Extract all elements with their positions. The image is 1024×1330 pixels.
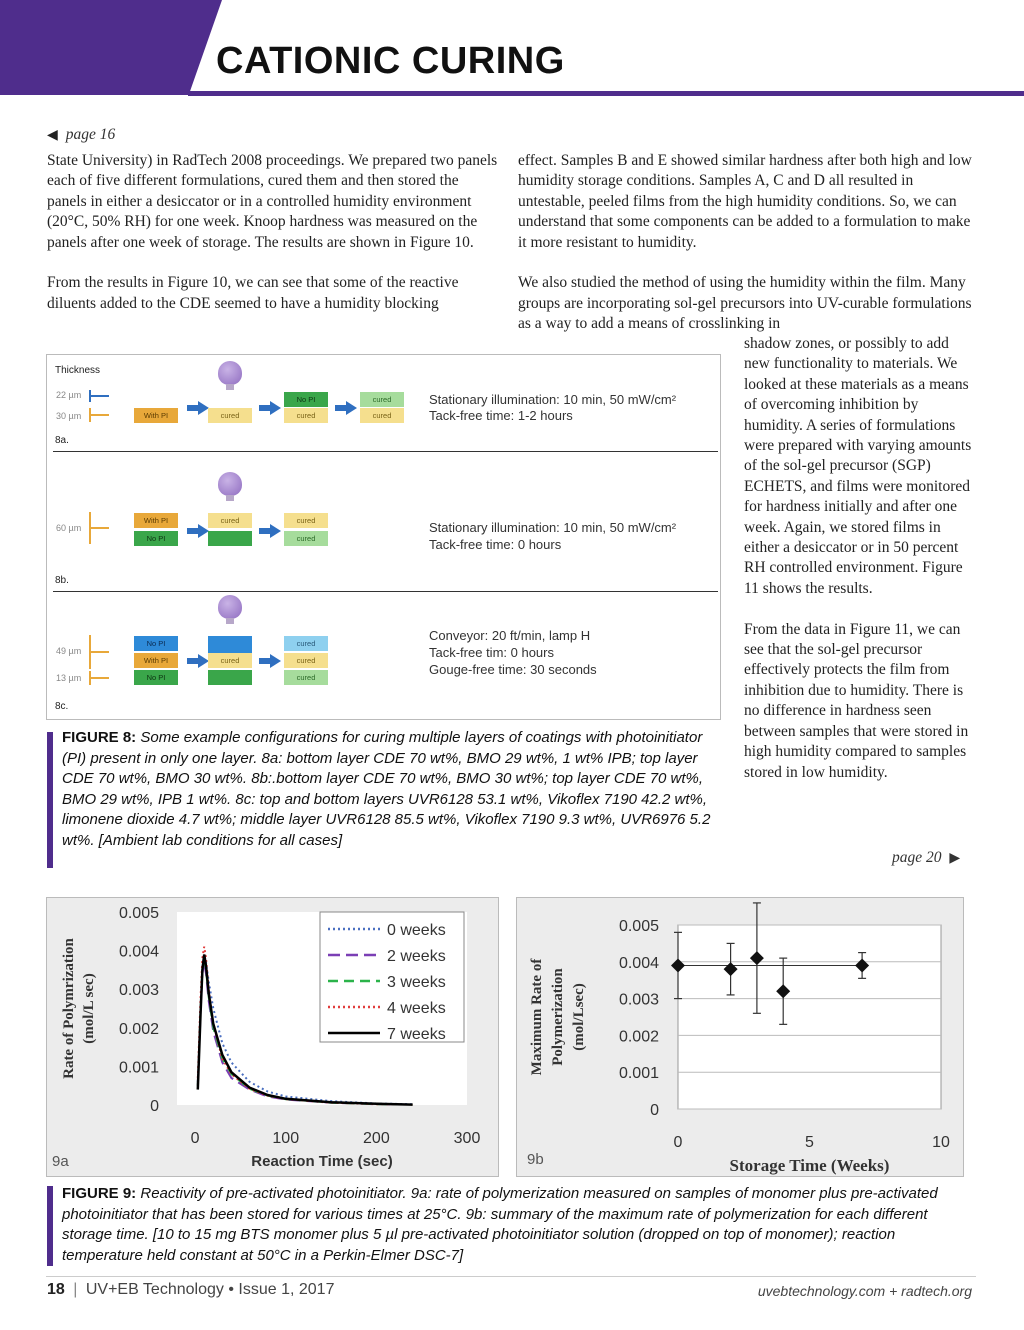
caption-bar [47,732,53,868]
thickness-marker [89,512,109,544]
y-axis-label-line: Polymerization [550,968,566,1066]
chart-9b-svg [517,898,963,1176]
arrow-icon [259,402,281,414]
layer-no-pi: No PI [134,670,178,685]
arrow-icon [187,525,209,537]
right-triangle-icon: ▶ [949,851,961,866]
continued-next[interactable] [892,849,960,867]
x-tick-label: 10 [932,1134,950,1151]
x-axis-label: Reaction Time (sec) [251,1153,393,1170]
caption-text: Some example configurations for curing multiple layers of coatings with photoinitiator (PI) present in only one layer. 8a: bottom layer CDE 70 wt%, BMO 29 wt%, 1 wt% IPB; top layer CDE 70 wt%, BMO 30 wt%. 8b:.bottom layer CDE 70 wt%, BMO 30 wt%; top layer CDE 70 wt%, BMO 29 wt%, IPB 1 wt%. 8c: top and bottom layers UVR6128 53.1 wt%, Vikoflex 7190 42.2 wt%, limonene dioxide 4.7 wt%; middle layer UVR6128 85.5 wt%, Vikoflex 7190 9.3 wt%, UVR6976 5.2 wt%. [Ambient lab conditions for all cases] [62,729,711,849]
body-column-2 [518,151,973,335]
layer-with-pi: With PI [134,653,178,668]
layer-cured: cured [360,408,404,423]
plot-area [678,925,941,1109]
y-tick-label: 0.003 [618,991,659,1009]
layer-with-pi: With PI [134,408,178,423]
layer-cured: cured [284,408,328,423]
arrow-icon [187,402,209,414]
continued-next-label: page 20 [892,849,942,866]
continued-from[interactable] [47,126,115,144]
caption-label: FIGURE 8: [62,729,137,746]
layer-cured: cured [208,408,252,423]
paragraph: From the results in Figure 10, we can see that some of the reactive diluents added to the CDE seemed to have a humidity blocking [47,274,459,312]
left-triangle-icon: ◀ [47,128,58,143]
paragraph: shadow zones, or possibly to add new functionality to materials. We looked at these materials as a means of overcoming inhibition by humidity. A series of formulations were prepared with varying amounts of the sol-gel precursor (SGP) ECHETS, and films were monitored for hardness initially and after one week. Again, we stored films in either a desiccator or in 50 percent RH controlled environment. Figure 11 shows the results. [744,335,972,597]
paragraph: We also studied the method of using the humidity within the film. Many groups are incorporating sol-gel precursors into UV-curable formulations as a way to add a means of crosslinking in [518,274,972,333]
legend-label: 3 weeks [387,974,446,991]
y-tick-label: 0 [150,1098,159,1115]
condition-text: Stationary illumination: 10 min, 50 mW/cm² [429,520,677,535]
y-tick-label: 0.005 [118,905,159,922]
figure-9b-chart [516,897,964,1177]
y-axis-label-line: Rate of Polymrization [61,938,77,1079]
figure-8-caption [62,728,714,851]
uv-lamp-icon [218,595,242,625]
condition-text: Gouge-free time: 30 seconds [429,662,597,677]
continued-from-label: page 16 [65,126,116,143]
legend-label: 2 weeks [387,948,446,965]
figure-9a-chart [46,897,499,1177]
y-tick-label: 0.005 [618,918,659,935]
paragraph: effect. Samples B and E showed similar hardness after both high and low humidity storage conditions. Samples A, C and D all resulted in untestable, peeled films from the high humidity conditions. So, we can understand that some components can be added to a formulation to make it more resistant to humidity. [518,152,972,251]
condition-text: Conveyor: 20 ft/min, lamp H [429,628,591,643]
panel-divider [53,591,718,592]
arrow-icon [187,655,209,667]
thickness-value: 13 µm [56,673,82,683]
thickness-value: 22 µm [56,390,82,400]
panel-label: 8b. [55,575,69,586]
layer-cured: cured [284,531,328,546]
figure-8 [46,354,721,720]
panel-label: 8c. [55,701,69,712]
layer-cured: cured [208,653,252,668]
condition-text: Tack-free tim: 0 hours [429,645,554,660]
y-tick-label: 0.003 [118,982,159,1000]
x-axis-label: Storage Time (Weeks) [729,1156,890,1175]
layer-block [208,670,252,685]
condition-text: Tack-free time: 1-2 hours [429,408,573,423]
layer-cured: cured [284,670,328,685]
layer-no-pi: No PI [284,392,328,407]
caption-bar [47,1186,53,1266]
legend-label: 0 weeks [387,922,446,939]
arrow-icon [335,402,357,414]
y-tick-label: 0.001 [118,1059,159,1077]
thickness-marker [89,635,109,669]
thickness-value: 60 µm [56,523,82,533]
thickness-marker [89,390,109,402]
x-tick-label: 5 [805,1134,814,1151]
publication-name: UV+EB Technology [85,1281,224,1298]
y-tick-label: 0 [650,1102,659,1119]
issue-label: Issue 1, 2017 [238,1281,335,1298]
legend-label: 7 weeks [387,1026,446,1043]
uv-lamp-icon [218,361,242,391]
y-axis-label-line: (mol/Lsec) [571,983,587,1051]
y-axis-label-line: (mol/L sec) [81,973,97,1044]
thickness-marker [89,408,109,422]
layer-no-pi: No PI [134,531,178,546]
header-rule [188,91,1024,96]
x-tick-label: 200 [363,1130,390,1147]
thickness-label: Thickness [55,365,101,376]
header-accent-tab [0,0,222,95]
chart-9a-svg [47,898,498,1176]
page-title: CATIONIC CURING [216,40,565,82]
body-column-2-wrap [744,334,976,783]
footer-rule [46,1276,976,1277]
layer-cured: cured [360,392,404,407]
paragraph: State University) in RadTech 2008 proceedings. We prepared two panels each of five different formulations, cured them and then stored the panels in either a desiccator or in a controlled humidity environment (20°C, 50% RH) for one week. Knoop hardness was measured on the panels after one week of storage. The results are shown in Figure 10. [47,152,498,251]
y-tick-label: 0.002 [118,1020,159,1038]
footer-bullet: • [228,1281,234,1298]
legend-label: 4 weeks [387,1000,446,1017]
x-tick-label: 300 [453,1130,481,1147]
thickness-value: 30 µm [56,411,82,421]
x-tick-label: 100 [272,1130,300,1147]
body-column-1 [47,151,502,314]
layer-cured: cured [208,513,252,528]
y-axis-label-line: Maximum Rate of [529,958,545,1076]
page-number: 18 [47,1281,65,1298]
caption-label: FIGURE 9: [62,1185,137,1202]
footer-left [47,1281,334,1299]
arrow-icon [259,525,281,537]
panel-label: 8a. [55,435,69,446]
panel-label: 9a [52,1153,69,1170]
x-tick-label: 0 [673,1134,683,1151]
uv-lamp-icon [218,472,242,502]
layer-cured: cured [284,636,328,651]
layer-cured: cured [284,513,328,528]
arrow-icon [259,655,281,667]
paragraph: From the data in Figure 11, we can see that the sol-gel precursor effectively protects the film from inhibition due to humidity. There is no difference in hardness seen between samples that were stored in high humidity compared to samples stored in low humidity. [744,620,969,781]
footer-websites[interactable]: uvebtechnology.com + radtech.org [757,1283,972,1299]
panel-divider [53,451,718,452]
figure-9-caption [62,1184,967,1266]
condition-text: Stationary illumination: 10 min, 50 mW/cm² [429,392,677,407]
layer-no-pi-block [208,531,252,546]
layer-with-pi: With PI [134,513,178,528]
layer-no-pi: No PI [134,636,178,651]
footer-separator: | [73,1281,78,1298]
y-tick-label: 0.004 [118,943,159,961]
thickness-value: 49 µm [56,646,82,656]
y-tick-label: 0.004 [618,954,659,972]
y-tick-label: 0.001 [618,1065,659,1083]
layer-cured: cured [284,653,328,668]
x-tick-label: 0 [190,1130,200,1147]
layer-block [208,636,252,653]
panel-label: 9b [527,1151,544,1168]
condition-text: Tack-free time: 0 hours [429,537,562,552]
y-tick-label: 0.002 [618,1028,659,1046]
caption-text: Reactivity of pre-activated photoinitiator. 9a: rate of polymerization measured on samples of monomer plus pre-activated photoinitiator that has been stored for various times at 25°C. 9b: summary of the maximum rate of polymerization for each different storage time. [10 to 15 mg BTS monomer plus 5 µl pre-activated photoinitiator solution (dropped on top of monomer); reaction temperature held constant at 50°C in a Perkin-Elmer DSC-7] [62,1185,938,1264]
thickness-marker [89,671,109,685]
